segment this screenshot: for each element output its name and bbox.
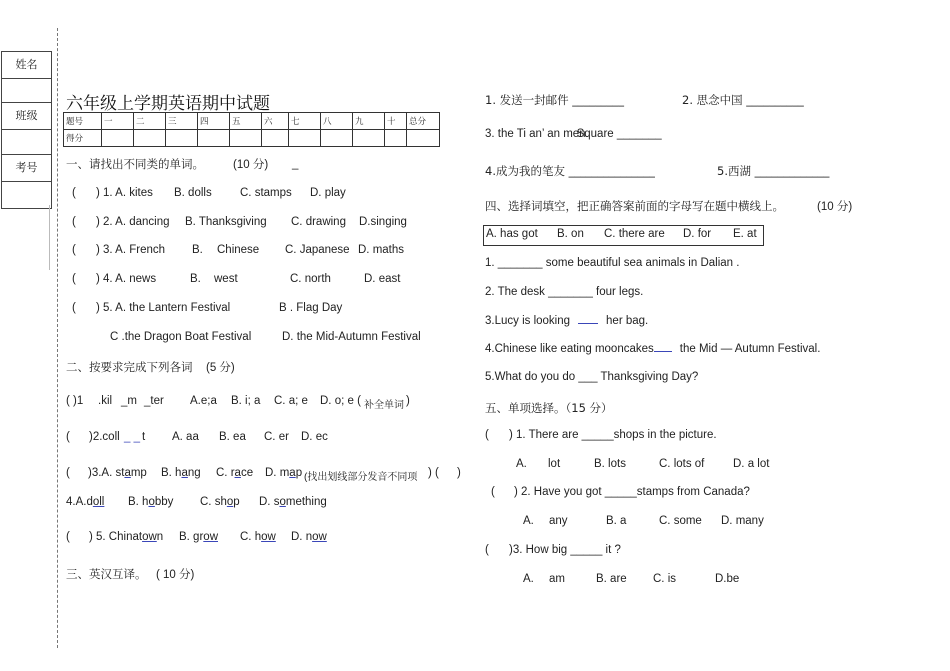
word-part: p bbox=[295, 467, 303, 479]
option-a bbox=[89, 531, 163, 543]
paren: ( bbox=[66, 467, 70, 479]
option-c bbox=[200, 496, 240, 508]
table-row bbox=[64, 113, 440, 130]
text: her bag. bbox=[606, 315, 649, 327]
option-a: ) 1. A. kites bbox=[96, 187, 153, 199]
score-cell[interactable] bbox=[289, 130, 321, 147]
text: 3. the Ti an’ an men bbox=[485, 128, 586, 140]
option-b: B. dolls bbox=[174, 187, 212, 199]
translate-item-3 bbox=[485, 128, 662, 140]
option-c bbox=[240, 531, 276, 543]
option-c: C. lots of bbox=[659, 458, 705, 470]
note: 补全单词 bbox=[364, 400, 404, 411]
class-label: 班级 bbox=[2, 103, 51, 130]
word-part: p bbox=[233, 496, 240, 508]
word-part: C. h bbox=[240, 531, 262, 543]
paren: ( bbox=[72, 302, 76, 314]
word-part: _ter bbox=[144, 395, 164, 407]
option-a: A. bbox=[516, 458, 527, 470]
word-part: B. gr bbox=[179, 531, 204, 543]
word-part: C. sh bbox=[200, 496, 227, 508]
option-a bbox=[66, 496, 104, 508]
paren: ( bbox=[66, 531, 70, 543]
option-b-text: west bbox=[214, 273, 238, 285]
text: Square _______ bbox=[576, 128, 662, 140]
word-part: mething bbox=[285, 496, 327, 508]
fill-item-1: 1. _______ some beautiful sea animals in Dalian . bbox=[485, 257, 740, 269]
score-cell[interactable] bbox=[230, 130, 262, 147]
fill-item-3 bbox=[485, 315, 648, 327]
option-d: D. ec bbox=[301, 431, 328, 443]
option-b: B. ea bbox=[219, 431, 246, 443]
section-2-title: 二、按要求完成下列各词 bbox=[66, 360, 193, 374]
answer-blank[interactable] bbox=[654, 351, 672, 352]
paren: ) bbox=[406, 395, 410, 407]
option-c: C. north bbox=[290, 273, 331, 285]
option-b: B. lots bbox=[594, 458, 626, 470]
option-b bbox=[128, 496, 173, 508]
score-cell[interactable] bbox=[321, 130, 353, 147]
paren: ( bbox=[485, 544, 489, 556]
q-number: ( )1 bbox=[66, 395, 84, 407]
word-part: D. s bbox=[259, 496, 280, 508]
class-field[interactable] bbox=[2, 130, 51, 155]
table-cell: 总分 bbox=[407, 113, 440, 130]
word-bank-option: B. on bbox=[557, 228, 584, 240]
text: 4.Chinese like eating mooncakes bbox=[485, 343, 654, 355]
underlined-letter: a bbox=[124, 467, 131, 479]
option-d bbox=[259, 496, 327, 508]
option-b bbox=[161, 467, 201, 479]
word-part: D. m bbox=[265, 467, 290, 479]
option-b: B. i; a bbox=[231, 395, 261, 407]
option-a-text: lot bbox=[548, 458, 561, 470]
word-part: B. h bbox=[161, 467, 182, 479]
option-c: C. a; e bbox=[274, 395, 308, 407]
page-title: 六年级上学期英语期中试题 bbox=[66, 94, 270, 114]
paren: ( bbox=[72, 273, 76, 285]
score-table bbox=[63, 112, 440, 147]
score-cell[interactable] bbox=[166, 130, 198, 147]
underlined-letter: ow bbox=[142, 531, 157, 543]
margin-line bbox=[49, 205, 50, 270]
score-cell[interactable] bbox=[262, 130, 289, 147]
word-part: )3.A. st bbox=[88, 467, 125, 479]
option-d: D. a lot bbox=[733, 458, 770, 470]
blank: _ _ bbox=[124, 431, 140, 443]
option-b bbox=[179, 531, 218, 543]
translate-item-5: 5.西湖 _____________ bbox=[717, 164, 830, 178]
score-cell[interactable] bbox=[353, 130, 385, 147]
option-d: D. many bbox=[721, 515, 764, 527]
option-b: B. Thanksgiving bbox=[185, 216, 267, 228]
option-b: B . Flag Day bbox=[279, 302, 343, 314]
option-b: B. are bbox=[596, 573, 627, 585]
score-cell[interactable] bbox=[134, 130, 166, 147]
table-cell: 三 bbox=[166, 113, 198, 130]
translate-item-2: 2. 思念中国 __________ bbox=[682, 93, 804, 107]
option-d: D.be bbox=[715, 573, 740, 585]
option-a: A. bbox=[523, 515, 534, 527]
option-d bbox=[291, 531, 327, 543]
paren: ( bbox=[72, 187, 76, 199]
option-a: ) 3. A. French bbox=[96, 244, 166, 256]
section-1-title: 一、请找出不同类的单词。 bbox=[66, 157, 204, 171]
fill-item-4 bbox=[485, 343, 820, 355]
option-a: ) 2. A. dancing bbox=[96, 216, 170, 228]
word-part: _m bbox=[121, 395, 137, 407]
underlined-letter: o bbox=[148, 496, 155, 508]
table-cell: 五 bbox=[230, 113, 262, 130]
word-part: ) 5. Chinat bbox=[89, 531, 143, 543]
section-5-title: 五、单项选择。（15 分） bbox=[485, 401, 613, 415]
word-bank-option: C. there are bbox=[604, 228, 665, 240]
word-part: ng bbox=[187, 467, 201, 479]
text: 3.Lucy is looking bbox=[485, 315, 571, 327]
option-d: D. maths bbox=[358, 244, 405, 256]
score-cell[interactable] bbox=[102, 130, 134, 147]
word-part: bby bbox=[154, 496, 174, 508]
word-part: )2.coll bbox=[89, 431, 120, 443]
paren: ( bbox=[72, 216, 76, 228]
word-part: .kil bbox=[98, 395, 113, 407]
table-cell: 六 bbox=[262, 113, 289, 130]
word-part: ce bbox=[240, 467, 254, 479]
table-cell: 四 bbox=[198, 113, 230, 130]
option-a-text: any bbox=[549, 515, 568, 527]
option-c: C. Japanese bbox=[285, 244, 350, 256]
table-cell: 得分 bbox=[64, 130, 102, 147]
table-row bbox=[64, 130, 440, 147]
paren: ( bbox=[491, 486, 495, 498]
option-d: D. the Mid-Autumn Festival bbox=[282, 331, 421, 343]
instruction-note: (找出划线部分发音不同项 bbox=[304, 472, 418, 483]
section-4-score: (10 分) bbox=[817, 201, 853, 213]
word-part: mp bbox=[130, 467, 147, 479]
answer-blank[interactable] bbox=[578, 323, 598, 324]
name-field[interactable] bbox=[2, 79, 51, 103]
underlined-letter: oll bbox=[92, 496, 105, 508]
score-cell[interactable] bbox=[198, 130, 230, 147]
table-cell: 八 bbox=[321, 113, 353, 130]
option-d: D. o; e ( bbox=[320, 395, 361, 407]
option-c: C. drawing bbox=[291, 216, 346, 228]
option-b-text: Chinese bbox=[217, 244, 260, 256]
section-3-title: 三、英汉互译。 bbox=[66, 567, 147, 581]
section-1-score: (10 分) bbox=[233, 159, 269, 171]
table-cell: 七 bbox=[289, 113, 321, 130]
paren: ( bbox=[66, 431, 70, 443]
word-part: C. r bbox=[216, 467, 235, 479]
underlined-letter: o bbox=[279, 496, 286, 508]
option-c: C. stamps bbox=[240, 187, 292, 199]
fill-item-5: 5.What do you do ___ Thanksgiving Day? bbox=[485, 371, 699, 383]
word-bank-option: A. has got bbox=[486, 228, 538, 240]
underlined-letter: a bbox=[234, 467, 241, 479]
word-part: B. h bbox=[128, 496, 149, 508]
section-4-title: 四、选择词填空，把正确答案前面的字母写在题中横线上。 bbox=[485, 199, 784, 213]
option-a: ) 5. A. the Lantern Festival bbox=[96, 302, 231, 314]
option-c: C .the Dragon Boat Festival bbox=[110, 331, 252, 343]
fill-item-2: 2. The desk _______ four legs. bbox=[485, 286, 644, 298]
paren: ( bbox=[485, 429, 489, 441]
option-c: C. some bbox=[659, 515, 702, 527]
option-b: B. bbox=[192, 244, 203, 256]
option-d: D. play bbox=[310, 187, 346, 199]
word-part: 4.A.d bbox=[66, 496, 93, 508]
option-c bbox=[216, 467, 253, 479]
table-cell: 二 bbox=[134, 113, 166, 130]
option-d: D. east bbox=[364, 273, 401, 285]
word-part: t bbox=[142, 431, 146, 443]
word-bank-option: E. at bbox=[733, 228, 757, 240]
translate-item-1: 1. 发送一封邮件 _________ bbox=[485, 93, 625, 107]
option-a: A.e;a bbox=[190, 395, 217, 407]
underlined-letter: ow bbox=[312, 531, 327, 543]
underlined-letter: ow bbox=[203, 531, 218, 543]
paren: ( bbox=[72, 244, 76, 256]
underlined-letter: o bbox=[226, 496, 234, 508]
word-bank-option: D. for bbox=[683, 228, 712, 240]
exam-no-label: 考号 bbox=[2, 155, 51, 182]
option-a: A. bbox=[523, 573, 534, 585]
table-cell: 九 bbox=[353, 113, 385, 130]
section-3-score: ( 10 分) bbox=[156, 569, 195, 581]
paren: ) ( bbox=[428, 467, 439, 479]
blank: _ bbox=[292, 158, 299, 170]
underlined-letter: a bbox=[289, 467, 296, 479]
translate-item-4: 4.成为我的笔友 _______________ bbox=[485, 164, 655, 178]
option-a: ) 4. A. news bbox=[96, 273, 157, 285]
option-d: D.singing bbox=[359, 216, 407, 228]
score-cell[interactable] bbox=[385, 130, 407, 147]
question-text: )3. How big _____ it ? bbox=[509, 544, 621, 556]
table-cell: 题号 bbox=[64, 113, 102, 130]
option-a bbox=[88, 467, 147, 479]
paren: ) bbox=[457, 467, 461, 479]
question-text: ) 1. There are _____shops in the picture. bbox=[509, 429, 717, 441]
word-part: n bbox=[156, 531, 164, 543]
underlined-letter: a bbox=[181, 467, 188, 479]
option-b: B. a bbox=[606, 515, 627, 527]
table-cell: 一 bbox=[102, 113, 134, 130]
underlined-letter: ow bbox=[261, 531, 276, 543]
text: the Mid — Autumn Festival. bbox=[679, 343, 821, 355]
exam-no-field[interactable] bbox=[2, 182, 51, 207]
word-part: D. n bbox=[291, 531, 313, 543]
option-a: A. aa bbox=[172, 431, 199, 443]
option-a-text: am bbox=[549, 573, 565, 585]
option-c: C. er bbox=[264, 431, 289, 443]
question-text: ) 2. Have you got _____stamps from Canada? bbox=[514, 486, 750, 498]
binding-line bbox=[57, 28, 58, 648]
section-2-score: (5 分) bbox=[206, 362, 235, 374]
option-c: C. is bbox=[653, 573, 676, 585]
name-label: 姓名 bbox=[2, 52, 51, 79]
score-cell[interactable] bbox=[407, 130, 440, 147]
option-b: B. bbox=[190, 273, 201, 285]
option-d bbox=[265, 467, 302, 479]
student-info-box bbox=[1, 51, 52, 209]
table-cell: 十 bbox=[385, 113, 407, 130]
